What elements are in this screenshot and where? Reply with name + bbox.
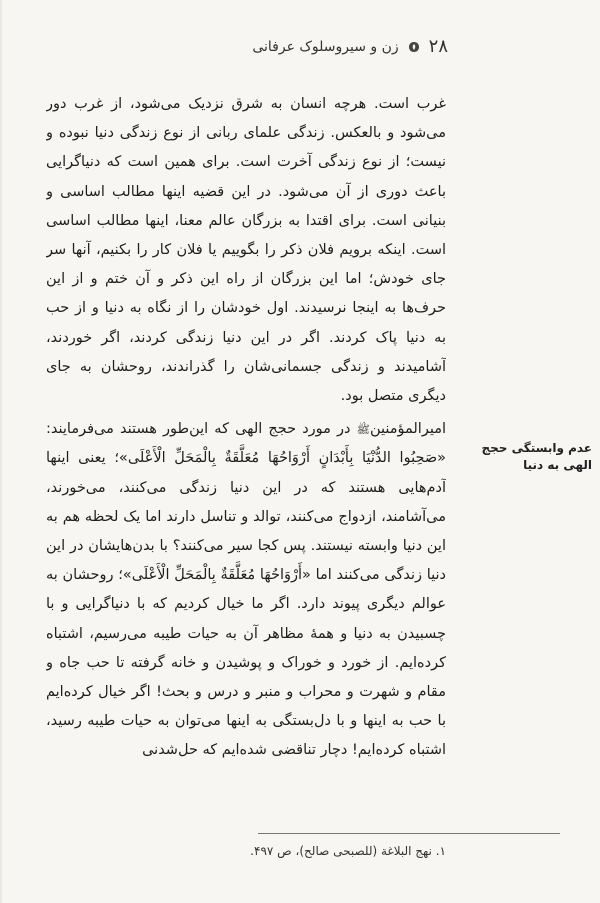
- paragraph-2-part-c: »؛ روحشان به عوالم دیگری پیوند دارد. اگر ما خیال کردیم که با دنیاگرایی و با چسبیدن به دنیا و همهٔ مظاهر آن به حیات طیبه می‌رسیم، اشتباه کرده‌ایم. از خورد و خوراک و پوشیدن و خانه گرفته تا حب جاه و مقام و شهرت و محراب و منبر و درس و بحث! اگر خیال کرده‌ایم با حب به اینها و با دل‌بستگی به اینها می‌توان به حیات طیبه رسید، اشتباه کرده‌ایم! دچار تناقضی شده‌ایم که حل‌شدنی: [46, 567, 446, 759]
- footnote: ۱. نهج البلاغة (للصبحی صالح)، ص ۴۹۷.: [250, 844, 446, 858]
- paragraph-1: غرب است. هرچه انسان به شرق نزدیک می‌شود، از غرب دور می‌شود و بالعکس. زندگی علمای ربانی از نوع زندگی دنیا نبوده و نیست؛ از نوع زندگی آخرت است. برای همین است که دنیاگرایی باعث دوری از آن می‌شود. در این قضیه اینها مطالب اساسی و بنیانی است. برای اقتدا به بزرگان عالم معنا، اینها مطالب اساسی است. اینکه برویم فلان ذکر را بگوییم یا فلان کار را بکنیم، آنها سر جای خودش؛ اما این بزرگان از راه این ذکر و آن ختم و از این حرف‌ها به اینجا نرسیدند. اول خودشان را از نگاه به دنیا و از حب به دنیا پاک کردند. اگر در این دنیا زندگی کردند، اگر خوردند، آشامیدند و زندگی جسمانی‌شان را گذراندند، روحشان به جای دیگری متصل بود.: [46, 96, 446, 405]
- main-text-column: [46, 90, 446, 825]
- footnote-divider: [258, 833, 560, 834]
- hadith-quote-1: صَحِبُوا الدُّنْيَا بِأَبْدَانٍ أَرْوَاحُهَا مُعَلَّقَةٌ بِالْمَحَلِّ الْأَعْلَى: [127, 450, 438, 467]
- honorific-mark: ﷺ: [356, 423, 370, 437]
- paragraph-2-part-a: در مورد حجج الهی که این‌طور هستند می‌فرمایند: «: [46, 421, 446, 467]
- paragraph-2-intro: امیرالمؤمنین: [369, 421, 446, 438]
- page-header: [252, 36, 448, 57]
- margin-heading: عدم وابستگی حجج الهی به دنیا: [481, 441, 592, 472]
- hadith-quote-2: أَرْوَاحُهَا مُعَلَّقَةٌ بِالْمَحَلِّ الْأَعْلَى: [131, 567, 303, 584]
- paragraph-2-part-b: »؛ یعنی اینها آدم‌هایی هستند که در این دنیا زندگی می‌کنند، می‌خورند، می‌آشامند، ازدواج می‌کنند، توالد و تناسل دارند اما یک لحظه هم به این دنیا وابسته نیستند. پس کجا سیر می‌کنند؟ با بدن‌هایشان در این دنیا زندگی می‌کنند اما «: [46, 450, 446, 584]
- page-number: ۲۸: [428, 36, 448, 57]
- paragraph-2: [46, 415, 446, 765]
- running-title: زن و سیروسلوک عرفانی: [252, 38, 399, 55]
- page-edge-shadow: [0, 0, 3, 903]
- book-ornament-icon: [407, 40, 421, 54]
